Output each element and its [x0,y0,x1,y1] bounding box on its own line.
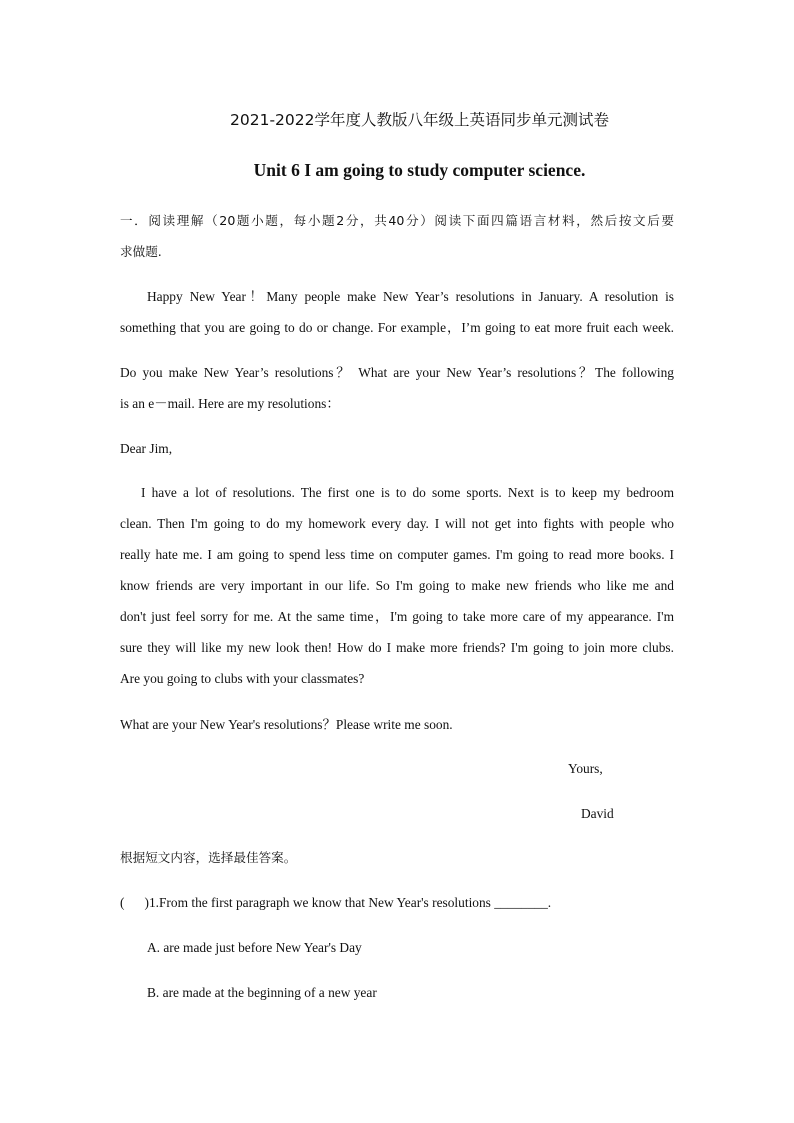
question-1 [120,894,674,912]
letter-body-line-6: sure they will like my new look then! How do I make more friends? I'm going to join more clubs. [120,640,674,655]
question-1-stem: 1.From the first paragraph we know that New Year's resolutions ________. [148,895,552,910]
question-1-option-a: A. are made just before New Year's Day [147,940,362,955]
page-title-english: Unit 6 I am going to study computer science. [253,160,586,180]
letter-body-line-5: don't just feel sorry for me. At the same time，I'm going to take more care of my appearance. I'm [120,609,674,624]
intro-line-3: Do you make New Year’s resolutions？ What are your New Year’s resolutions？The following [120,365,674,380]
intro-line-4: is an e－mail. Here are my resolutions： [120,396,340,411]
intro-line-1: Happy New Year！Many people make New Year’s resolutions in January. A resolution is [147,289,674,304]
letter-sign-off: Yours, [568,761,603,776]
letter-signature: David [581,806,614,821]
intro-line-2: something that you are going to do or change. For example，I’m going to eat more fruit each week. [120,320,674,335]
letter-closing-question: What are your New Year's resolutions？Please write me soon. [120,717,453,732]
section-heading-line-2: 求做题. [120,244,162,259]
letter-greeting: Dear Jim, [120,441,173,456]
answer-paren-close: ) [144,895,149,910]
answer-paren-open: ( [120,895,125,910]
letter-body-line-7: Are you going to clubs with your classmates? [120,671,365,686]
section-heading-line-1: 一．阅读理解（20题小题，每小题2分，共40分）阅读下面四篇语言材料，然后按文后要 [120,213,674,228]
letter-body-line-1: I have a lot of resolutions. The first one is to do some sports. Next is to keep my bedroom [141,485,674,500]
page-title-chinese: 2021-2022学年度人教版八年级上英语同步单元测试卷 [230,111,609,129]
question-instruction: 根据短文内容，选择最佳答案。 [120,850,297,865]
letter-body-line-4: know friends are very important in our life. So I'm going to make new friends who like me and [120,578,674,593]
letter-body-line-2: clean. Then I'm going to do my homework every day. I will not get into fights with people who [120,516,674,531]
question-1-option-b: B. are made at the beginning of a new year [147,985,377,1000]
letter-body-line-3: really hate me. I am going to spend less time on computer games. I'm going to read more books. I [120,547,674,562]
